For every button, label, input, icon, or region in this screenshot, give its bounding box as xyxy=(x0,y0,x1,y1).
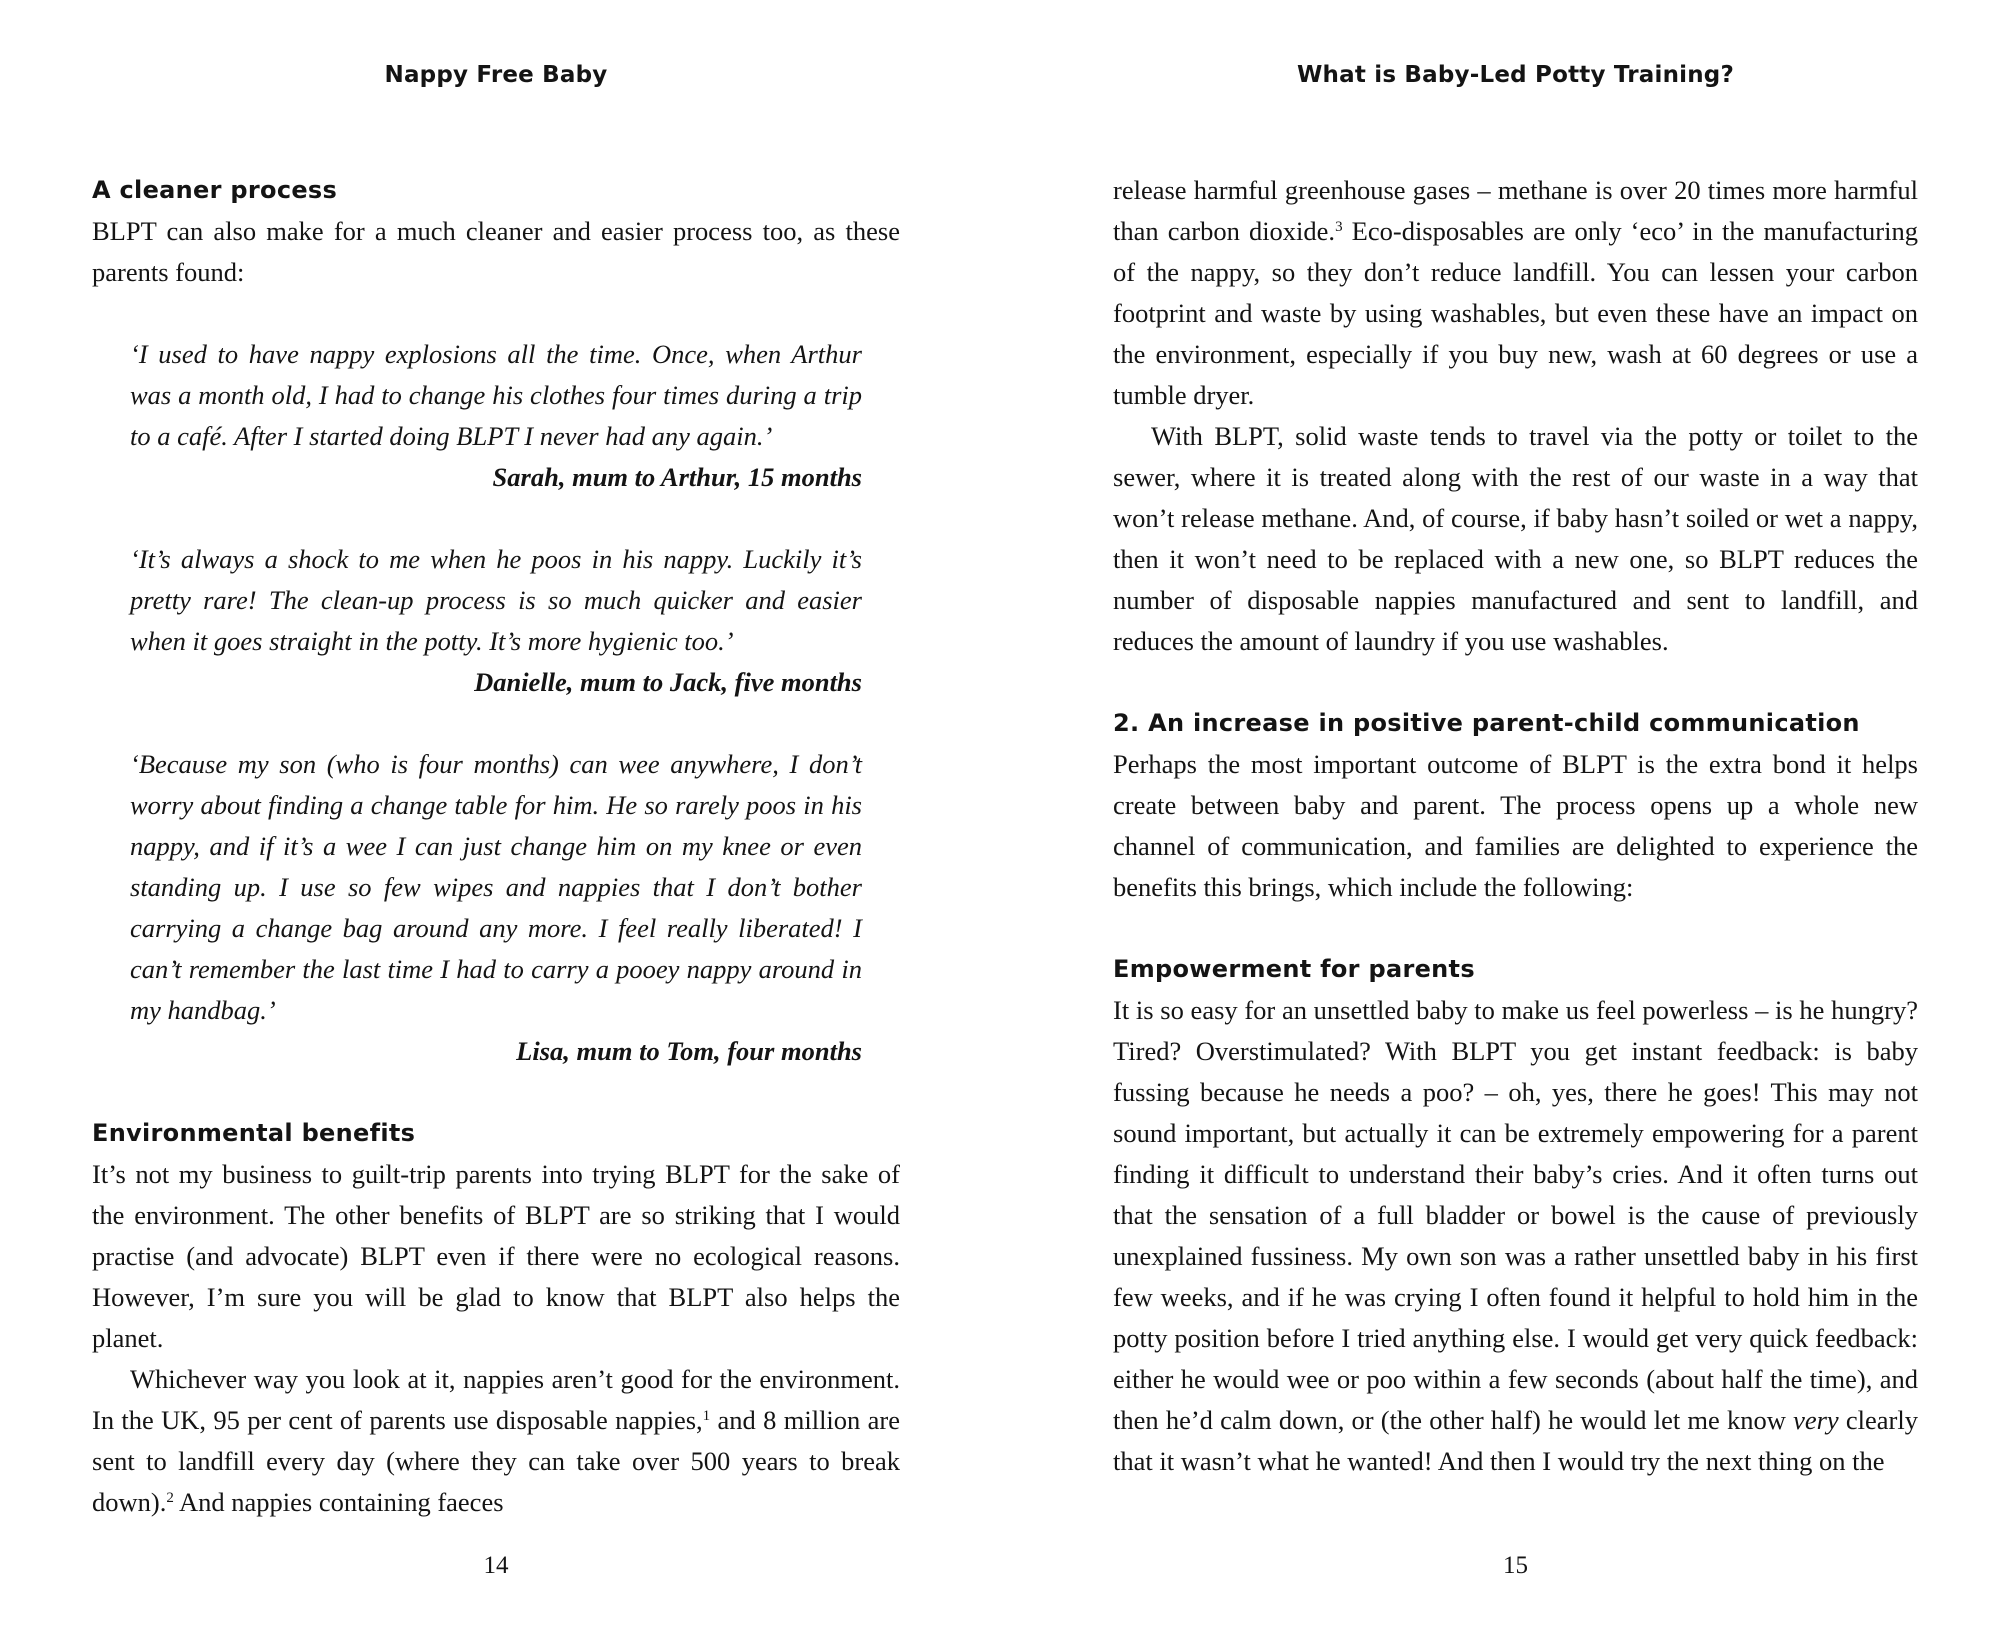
quote-block-3 xyxy=(130,744,862,1072)
running-head-left: Nappy Free Baby xyxy=(384,62,608,88)
paragraph-empowerment xyxy=(1113,990,1918,1482)
paragraph-environment-1: It’s not my business to guilt-trip parents into trying BLPT for the sake of the environment. The other benefits of BLPT are so striking that I would practise (and advocate) BLPT even if there were no ecological reasons. However, I’m sure you will be glad to know that BLPT also helps the planet. xyxy=(92,1159,900,1353)
left-page xyxy=(92,0,900,1638)
text-span: It is so easy for an unsettled baby to make us feel powerless – is he hungry? Tired? Overstimulated? With BLPT you get instant feedback: is baby fussing because he needs a poo? – oh, yes, there he goes! This may not sound important, but actually it can be extremely empowering for a parent finding it difficult to understand their baby’s cries. And it often turns out that the sensation of a full bladder or bowel is the cause of previously unexplained fussiness. My own son was a rather unsettled baby in his first few weeks, and if he was crying I often found it helpful to hold him in the potty position before I tried anything else. I would get very quick feedback: either he would wee or poo within a few seconds (about half the time), and then he’d calm down, or (the other half) he would let me know xyxy=(1113,995,1918,1435)
footnote-ref-1: 1 xyxy=(702,1408,711,1424)
footnote-ref-3: 3 xyxy=(1335,219,1343,235)
page-number-right: 15 xyxy=(1503,1552,1528,1579)
heading-communication: 2. An increase in positive parent-child communication xyxy=(1113,709,1860,737)
heading-cleaner-process: A cleaner process xyxy=(92,176,338,204)
quote-attribution: Sarah, mum to Arthur, 15 months xyxy=(492,462,862,492)
quote-block-1 xyxy=(130,334,862,498)
left-page-body xyxy=(92,170,900,1523)
running-head-right: What is Baby-Led Potty Training? xyxy=(1296,62,1735,88)
paragraph-cleaner-intro: BLPT can also make for a much cleaner and easier process too, as these parents found: xyxy=(92,216,900,287)
footnote-ref-2: 2 xyxy=(166,1490,174,1506)
emphasis-text: very xyxy=(1793,1405,1839,1435)
text-span: clearly that it wasn’t what he wanted! And then I would try the next thing on the xyxy=(1113,1405,1918,1476)
paragraph-environment-2 xyxy=(92,1359,900,1523)
page-number-left: 14 xyxy=(483,1552,509,1579)
right-page xyxy=(1113,0,1918,1638)
heading-environmental-benefits: Environmental benefits xyxy=(92,1119,416,1147)
paragraph-communication: Perhaps the most important outcome of BLPT is the extra bond it helps create between baby and parent. The process opens up a whole new channel of communication, and families are delighted to experience the benefits this brings, which include the following: xyxy=(1113,749,1918,902)
text-span: Whichever way you look at it, nappies aren’t good for the environment. In the UK, 95 per cent of parents use disposable nappies, xyxy=(92,1364,900,1435)
paragraph-environment-continued xyxy=(1113,170,1918,416)
text-span: release harmful greenhouse gases – methane is over 20 times more harmful than carbon dioxide. xyxy=(1113,175,1918,246)
heading-empowerment: Empowerment for parents xyxy=(1113,955,1475,983)
quote-attribution: Lisa, mum to Tom, four months xyxy=(516,1036,862,1066)
quote-text: ‘It’s always a shock to me when he poos in his nappy. Luckily it’s pretty rare! The clean-up process is so much quicker and easier when it goes straight in the potty. It’s more hygienic too.’ xyxy=(130,544,862,656)
quote-block-2 xyxy=(130,539,862,703)
text-span: and 8 million are sent to landfill every day (where they can take over 500 years to break down). xyxy=(92,1405,900,1517)
paragraph-blpt-waste: With BLPT, solid waste tends to travel via the potty or toilet to the sewer, where it is treated along with the rest of our waste in a way that won’t release methane. And, of course, if baby hasn’t soiled or wet a nappy, then it won’t need to be replaced with a new one, so BLPT reduces the number of disposable nappies manufactured and sent to landfill, and reduces the amount of laundry if you use washables. xyxy=(1113,421,1918,656)
quote-attribution: Danielle, mum to Jack, five months xyxy=(474,667,862,697)
quote-text: ‘I used to have nappy explosions all the time. Once, when Arthur was a month old, I had to change his clothes four times during a trip to a café. After I started doing BLPT I never had any again.’ xyxy=(130,339,862,451)
text-span: Eco-disposables are only ‘eco’ in the manufacturing of the nappy, so they don’t reduce landfill. You can lessen your carbon footprint and waste by using washables, but even these have an impact on the environment, especially if you buy new, wash at 60 degrees or use a tumble dryer. xyxy=(1113,216,1918,410)
right-page-body xyxy=(1113,170,1918,1482)
quote-text: ‘Because my son (who is four months) can wee anywhere, I don’t worry about finding a change table for him. He so rarely poos in his nappy, and if it’s a wee I can just change him on my knee or even standing up. I use so few wipes and nappies that I don’t bother carrying a change bag around any more. I feel really liberated! I can’t remember the last time I had to carry a pooey nappy around in my handbag.’ xyxy=(130,749,862,1025)
text-span: And nappies containing faeces xyxy=(173,1487,504,1517)
